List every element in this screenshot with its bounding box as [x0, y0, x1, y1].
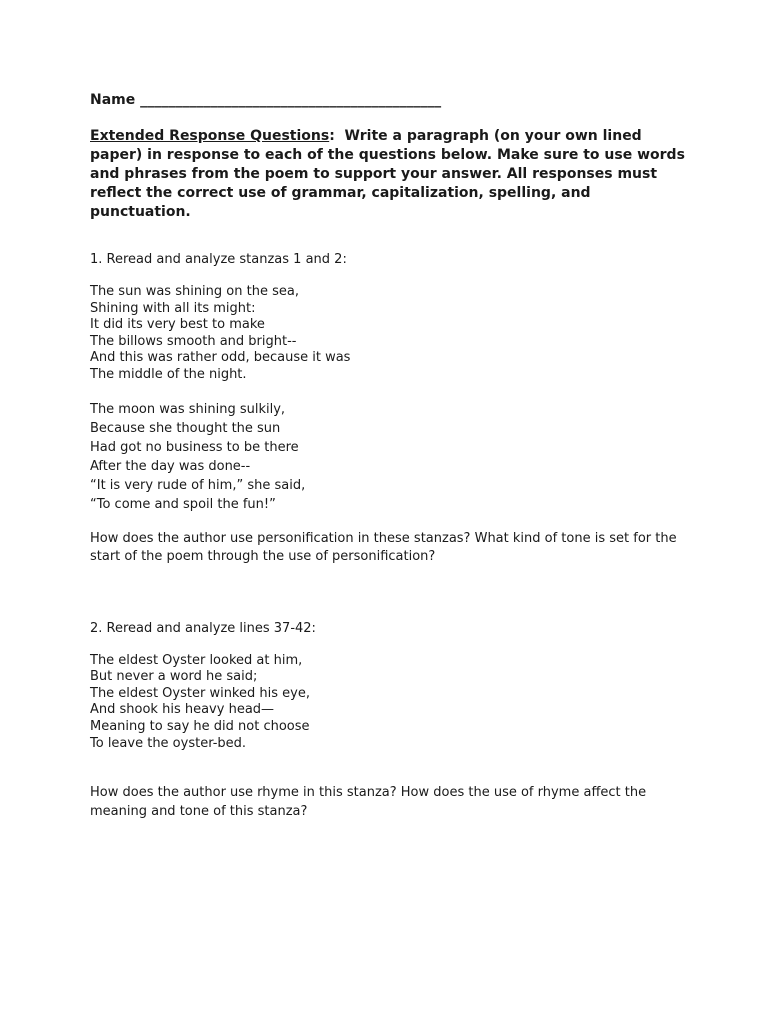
question-1-stanza-1	[90, 284, 690, 384]
instructions-body: Write a paragraph (on your own lined paper) in response to each of the questions below. Make sure to use words and phrases from the poem to support your answer. All responses must reflect the correct use of grammar, capitalization, spelling, and punctuation.	[90, 128, 685, 220]
question-2-stanza	[90, 653, 690, 753]
question-1-text: How does the author use personification in these stanzas? What kind of tone is set for the start of the poem through the use of personification?	[90, 530, 677, 565]
poem-line: Shining with all its might:	[90, 300, 256, 316]
instructions-paragraph	[90, 127, 690, 222]
poem-line: The moon was shining sulkily,	[90, 401, 286, 417]
name-label: Name	[90, 92, 136, 108]
poem-line: And this was rather odd, because it was	[90, 350, 351, 366]
poem-line: Meaning to say he did not choose	[90, 718, 310, 734]
poem-line: After the day was done--	[90, 458, 251, 474]
poem-line: The eldest Oyster looked at him,	[90, 652, 303, 668]
poem-line: And shook his heavy head—	[90, 702, 275, 718]
instructions-colon: :	[329, 128, 335, 144]
question-1-prompt: 1. Reread and analyze stanzas 1 and 2:	[90, 252, 347, 267]
poem-line: But never a word he said;	[90, 669, 258, 685]
poem-line: Because she thought the sun	[90, 420, 281, 436]
name-line	[90, 91, 690, 110]
instructions-heading: Extended Response Questions	[90, 128, 330, 144]
question-2-prompt: 2. Reread and analyze lines 37-42:	[90, 620, 316, 636]
question-1-stanza-2	[90, 400, 690, 514]
worksheet-page	[90, 91, 690, 821]
poem-line: The middle of the night.	[90, 366, 247, 382]
question-2-text: How does the author use rhyme in this stanza? How does the use of rhyme affect the meaning and tone of this stanza?	[90, 785, 647, 819]
poem-line: To leave the oyster-bed.	[90, 735, 247, 751]
poem-line: Had got no business to be there	[90, 439, 299, 455]
poem-line: “To come and spoil the fun!”	[90, 496, 276, 512]
name-blank: ___________________________________________	[140, 92, 442, 108]
poem-line: The billows smooth and bright--	[90, 333, 297, 349]
poem-line: The sun was shining on the sea,	[90, 284, 299, 299]
poem-line: “It is very rude of him,” she said,	[90, 477, 306, 493]
poem-line: It did its very best to make	[90, 317, 265, 333]
poem-line: The eldest Oyster winked his eye,	[90, 685, 310, 701]
